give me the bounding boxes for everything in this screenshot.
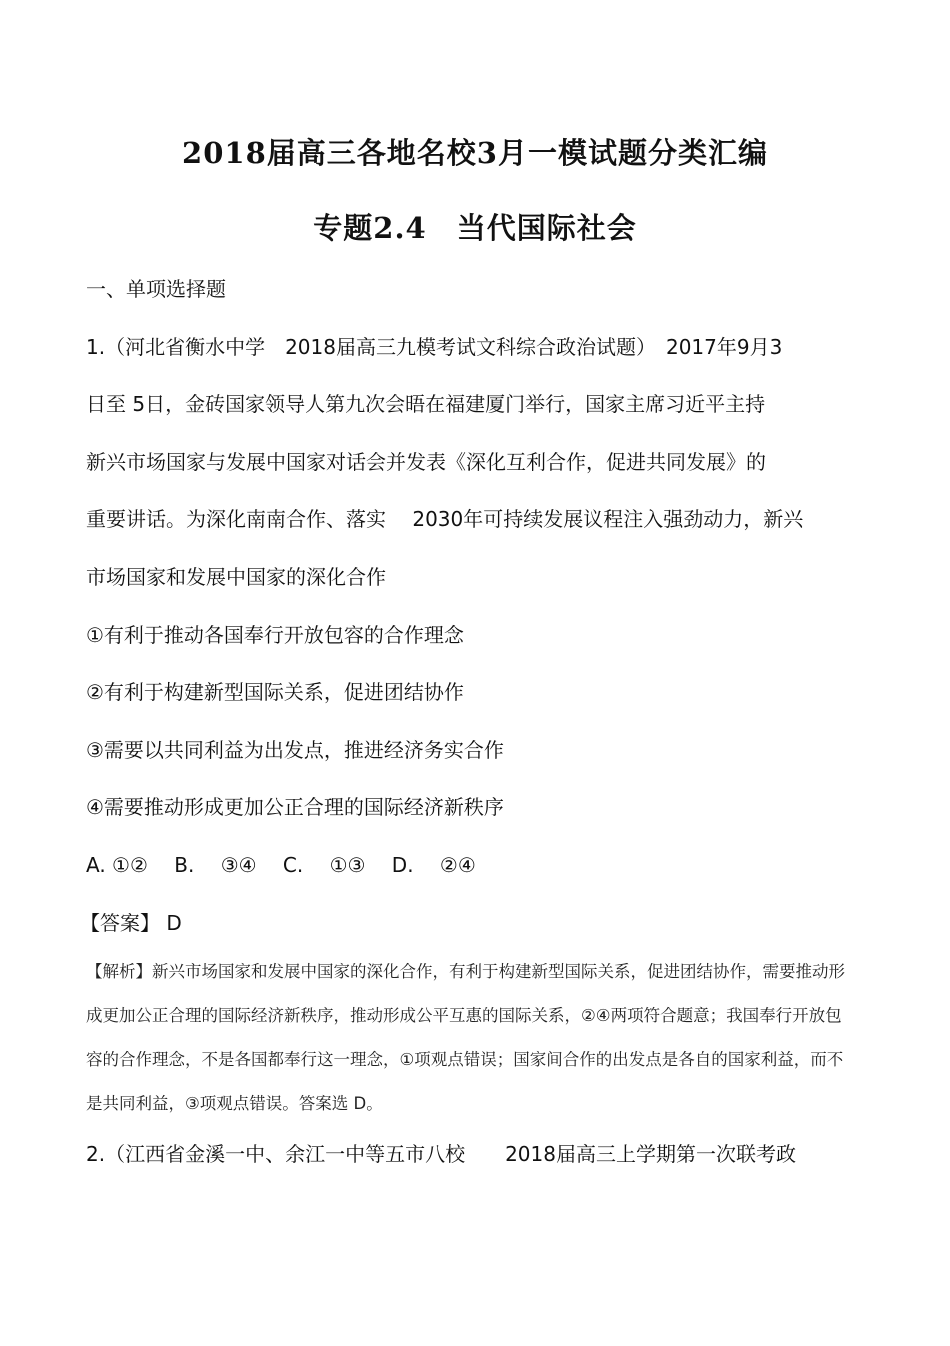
question-2-line-1: 2.（江西省金溪一中、余江一中等五市八校 2018届高三上学期第一次联考政	[86, 1142, 796, 1166]
question-1-line-5: 市场国家和发展中国家的深化合作	[86, 565, 386, 589]
explanation-line-2: 成更加公正合理的国际经济新秩序，推动形成公平互惠的国际关系，②④两项符合题意；我国奉行开放包	[86, 1006, 842, 1025]
document-title: 2018届高三各地名校3月一模试题分类汇编	[182, 136, 768, 170]
explanation-line-1: 【解析】新兴市场国家和发展中国家的深化合作，有利于构建新型国际关系，促进团结协作，需要推动形	[86, 962, 845, 981]
option-1: ①有利于推动各国奉行开放包容的合作理念	[86, 623, 464, 647]
answer: 【答案】 D	[80, 911, 182, 935]
question-1-line-1: 1.（河北省衡水中学 2018届高三九模考试文科综合政治试题） 2017年9月3	[86, 335, 783, 359]
option-4: ④需要推动形成更加公正合理的国际经济新秩序	[86, 795, 504, 819]
option-3: ③需要以共同利益为出发点，推进经济务实合作	[86, 738, 504, 762]
question-1-line-3: 新兴市场国家与发展中国家对话会并发表《深化互利合作，促进共同发展》的	[86, 450, 766, 474]
explanation-line-4: 是共同利益，③项观点错误。答案选 D。	[86, 1094, 383, 1113]
question-1-line-4: 重要讲话。为深化南南合作、落实 2030年可持续发展议程注入强劲动力，新兴	[86, 507, 804, 531]
question-1-line-2: 日至 5日，金砖国家领导人第九次会晤在福建厦门举行，国家主席习近平主持	[86, 392, 766, 416]
option-2: ②有利于构建新型国际关系，促进团结协作	[86, 680, 464, 704]
document-subtitle: 专题2.4 当代国际社会	[313, 211, 637, 245]
explanation-line-3: 容的合作理念，不是各国都奉行这一理念，①项观点错误；国家间合作的出发点是各自的国家利益，而不	[86, 1050, 844, 1069]
section-heading: 一、单项选择题	[86, 277, 226, 301]
answer-choices: A. ①② B. ③④ C. ①③ D. ②④	[86, 853, 476, 877]
